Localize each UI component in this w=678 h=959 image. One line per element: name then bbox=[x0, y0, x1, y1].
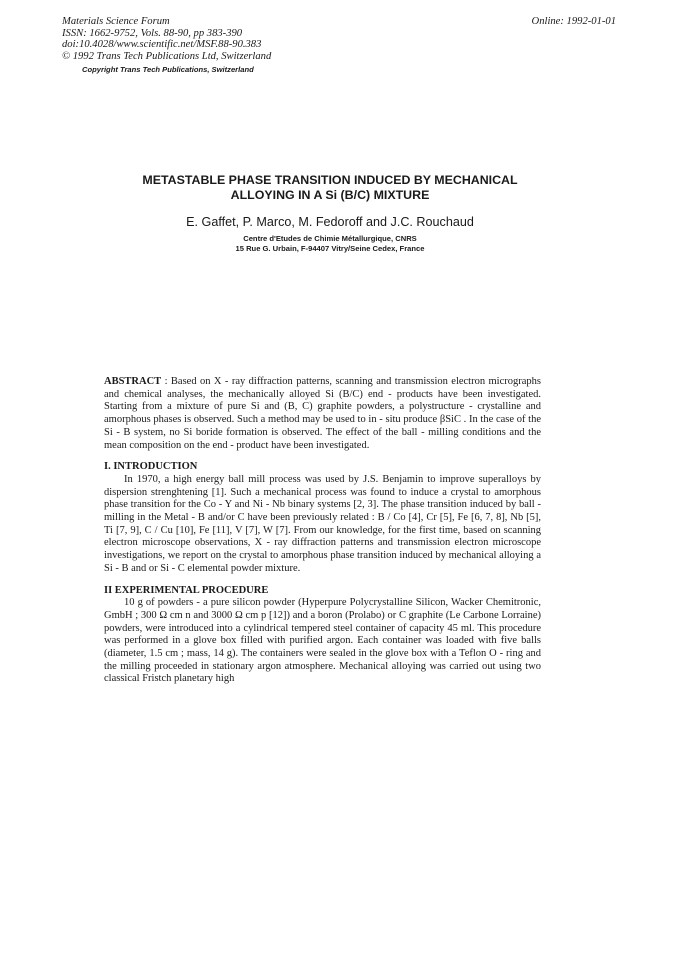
affiliation-line-1: Centre d'Etudes de Chimie Métallurgique, CNRS bbox=[243, 234, 417, 243]
title-line-2: ALLOYING IN A Si (B/C) MIXTURE bbox=[230, 188, 430, 202]
copyright-notice: Copyright Trans Tech Publications, Switzerland bbox=[82, 65, 254, 75]
title-line-1: METASTABLE PHASE TRANSITION INDUCED BY MECHANICAL bbox=[142, 173, 518, 187]
abstract bbox=[104, 376, 541, 452]
affiliation bbox=[95, 234, 565, 254]
abstract-label: ABSTRACT bbox=[104, 376, 162, 387]
paper-body bbox=[104, 376, 541, 695]
online-date: Online: 1992-01-01 bbox=[531, 16, 616, 27]
journal-name: Materials Science Forum bbox=[62, 16, 170, 27]
doi-line: doi:10.4028/www.scientific.net/MSF.88-90.383 bbox=[62, 39, 262, 51]
copyright-line: © 1992 Trans Tech Publications Ltd, Switzerland bbox=[62, 50, 272, 62]
issn-line: ISSN: 1662-9752, Vols. 88-90, pp 383-390 bbox=[62, 27, 243, 39]
abstract-text: : Based on X - ray diffraction patterns, scanning and transmission electron micrographs and chemical analyses, the mechanically alloyed Si (B/C) end - products have been investigated. Starting from a mixture of pure Si and (B, C) graphite powders, a polystructure - crystalline and amorphous phases is observed. Such a method may be used to in - situ produce βSiC . In the case of the Si - B system, no Si boride formation is observed. The effect of the ball - milling conditions and the mean composition on the end - product have been investigated. bbox=[104, 376, 541, 451]
section-text-introduction: In 1970, a high energy ball mill process was used by J.S. Benjamin to improve superalloys by dispersion strenghtening [1]. Such a mechanical process was found to induce a crystal to amorphous phase transition for the Co - Y and Ni - Nb binary systems [2, 3]. The phase transition induced by ball - milling in the Metal - B and/or C have been previously related : B / Co [4], Cr [5], Fe [6, 7, 8], Nb [5], Ti [7, 9], C / Cu [10], Fe [11], V [7], W [7]. From our knowledge, for the first time, based on scanning electron microscope observations, X - ray diffraction patterns and transmission electron microscope investigations, we report on the crystal to amorphous phase transition induced by mechanical alloying a Si - B and or Si - C elemental powder mixture. bbox=[104, 473, 541, 574]
section-heading-experimental: II EXPERIMENTAL PROCEDURE bbox=[104, 584, 269, 596]
section-text-experimental: 10 g of powders - a pure silicon powder (Hyperpure Polycrystalline Silicon, Wacker Chemitronic, GmbH ; 300 Ω cm n and 3000 Ω cm p [12]) and a boron (Prolabo) or C graphite (Le Carbone Lorraine) powders, were introduced into a cylindrical tempered steel container of capacity 45 ml. This procedure was performed in a glove box filled with purified argon. Each container was loaded with five balls (diameter, 1.5 cm ; mass, 14 g). The containers were sealed in the glove box with a Teflon O - ring and the milling proceeded in stationary argon atmosphere. Mechanical alloying was carried out using two classical Fristch planetary high bbox=[104, 597, 541, 685]
section-heading-introduction: I. INTRODUCTION bbox=[104, 461, 198, 473]
publication-meta bbox=[62, 16, 382, 76]
author-list: E. Gaffet, P. Marco, M. Fedoroff and J.C. Rouchaud bbox=[186, 215, 474, 229]
paper-title bbox=[95, 173, 565, 203]
affiliation-line-2: 15 Rue G. Urbain, F-94407 Vitry/Seine Cedex, France bbox=[235, 244, 425, 253]
